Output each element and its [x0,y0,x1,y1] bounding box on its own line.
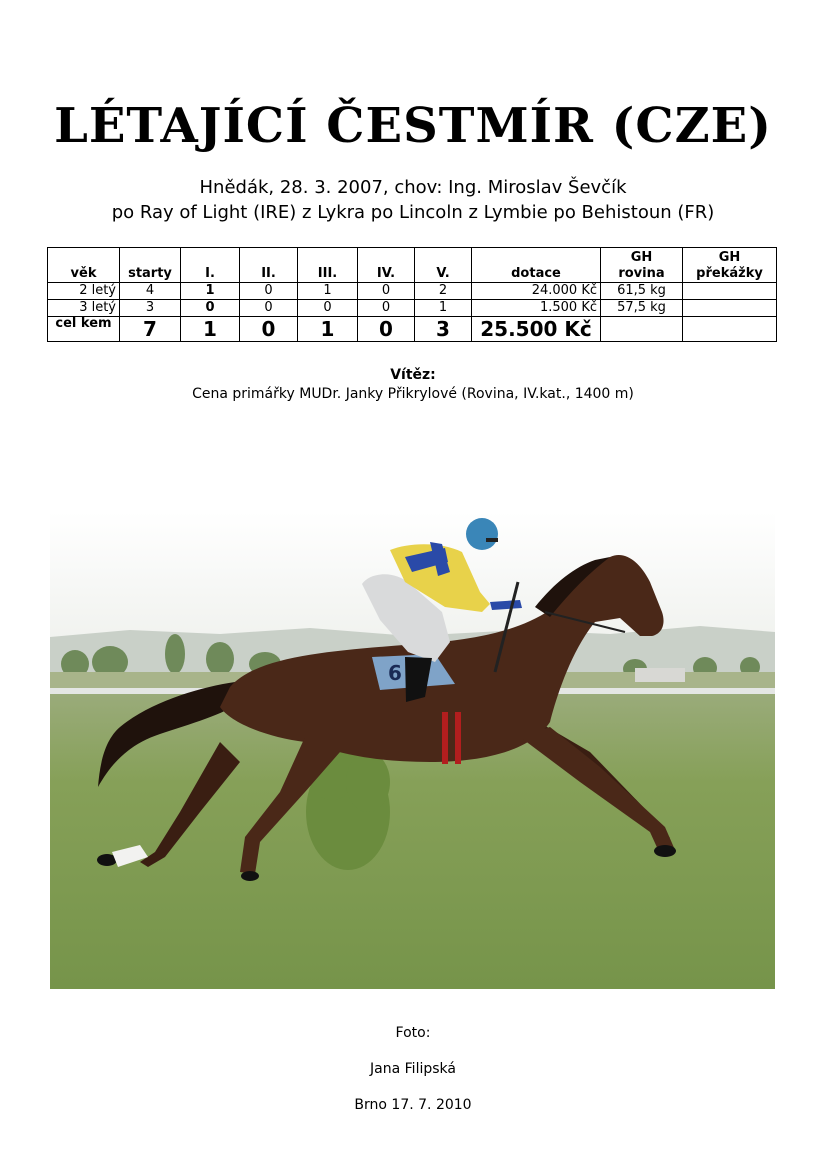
table-cell: 3 [120,300,181,317]
header-cell: V. [415,248,472,283]
helmet [466,518,498,550]
total-cell: 3 [415,317,472,342]
total-cell: 0 [358,317,415,342]
header-cell: III. [298,248,358,283]
header-cell: I. [181,248,240,283]
jockey-number: 6 [388,661,402,685]
total-label: cel kem [48,317,120,342]
place-and-date: Brno 17. 7. 2010 [354,1097,472,1113]
table-cell: 0 [181,300,240,317]
galloping-horse-illustration [50,512,775,989]
table-cell: 0 [358,300,415,317]
table-total-row [48,317,777,342]
total-cell: 1 [181,317,240,342]
header-cell: dotace [472,248,601,283]
table-cell: 0 [240,300,298,317]
table-cell: 57,5 kg [601,300,683,317]
total-cell: 7 [120,317,181,342]
winner-heading: Vítěz: [390,367,436,383]
table-cell: 2 [415,283,472,300]
table-cell: 1.500 Kč [472,300,601,317]
header-cell: GH rovina [601,248,683,283]
photo-credit-label: Foto: [395,1025,431,1041]
horse-name-title: LÉTAJÍCÍ ČESTMÍR (CZE) [54,98,772,154]
header-cell: GH překážky [683,248,777,283]
table-cell: 0 [358,283,415,300]
table-cell: 3 letý [48,300,120,317]
table-cell: 1 [415,300,472,317]
total-cell [601,317,683,342]
table-cell [683,283,777,300]
total-cell: 0 [240,317,298,342]
winner-race-name: Cena primářky MUDr. Janky Přikrylové (Rovina, IV.kat., 1400 m) [192,386,634,402]
total-cell: 1 [298,317,358,342]
table-cell: 2 letý [48,283,120,300]
table-cell: 0 [298,300,358,317]
horse-details: Hnědák, 28. 3. 2007, chov: Ing. Miroslav Ševčík [199,177,627,198]
total-cell: 25.500 Kč [472,317,601,342]
table-row [48,300,777,317]
total-cell [683,317,777,342]
table-cell [683,300,777,317]
table-row [48,283,777,300]
table-header-row [48,248,777,283]
building [635,668,685,682]
table-cell: 24.000 Kč [472,283,601,300]
table-cell: 1 [181,283,240,300]
table-cell: 0 [240,283,298,300]
race-photo [50,512,775,989]
table-cell: 61,5 kg [601,283,683,300]
table-cell: 1 [298,283,358,300]
table-cell: 4 [120,283,181,300]
photographer-name: Jana Filipská [370,1061,456,1077]
header-cell: starty [120,248,181,283]
header-cell: IV. [358,248,415,283]
header-cell: II. [240,248,298,283]
horse-pedigree: po Ray of Light (IRE) z Lykra po Lincoln z Lymbie po Behistoun (FR) [111,202,715,223]
header-cell: věk [48,248,120,283]
race-statistics-table [47,247,777,342]
